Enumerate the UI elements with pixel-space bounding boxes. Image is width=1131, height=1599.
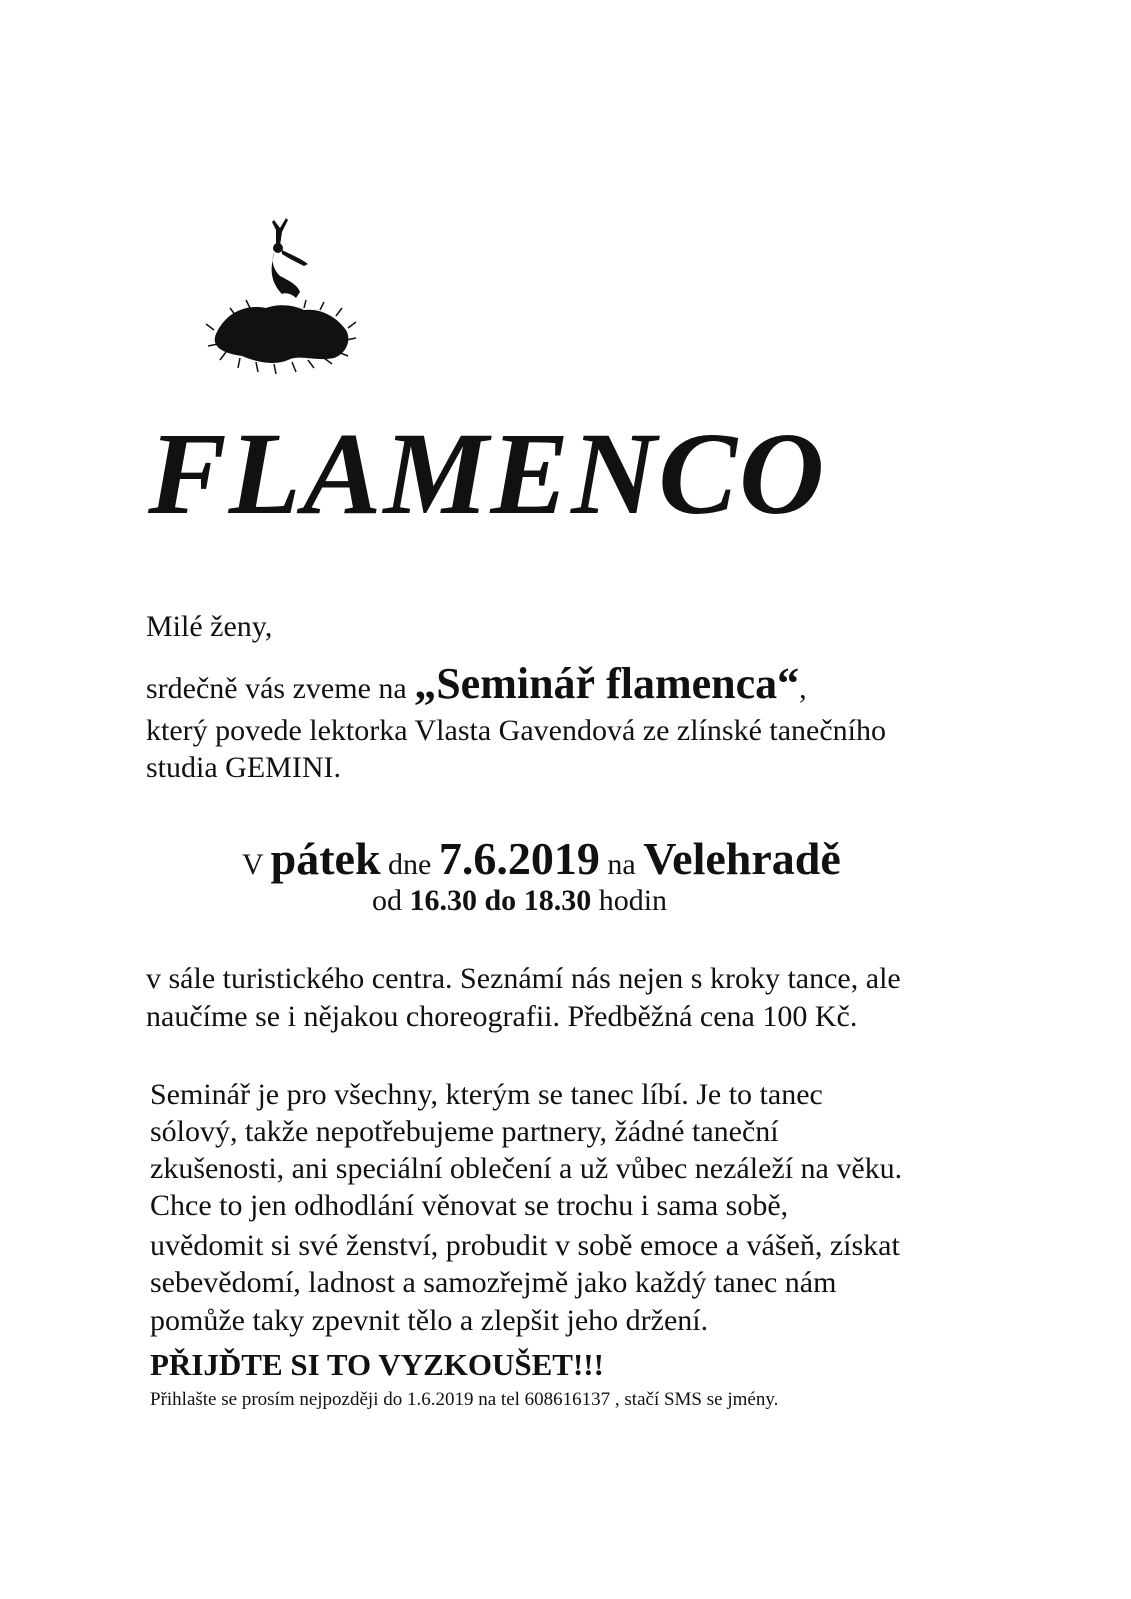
venue-line-1: v sále turistického centra. Seznámí nás nejen s kroky tance, ale xyxy=(146,962,901,995)
body-line-3: zkušenosti, ani speciální oblečení a už vůbec nezáleží na věku. xyxy=(150,1152,903,1185)
body-line-2: sólový, takže nepotřebujeme partnery, žádné taneční xyxy=(150,1115,779,1148)
event-place: Velehradě xyxy=(643,833,841,884)
greeting: Milé ženy, xyxy=(146,610,273,643)
invite-prefix: srdečně vás zveme na xyxy=(146,672,407,705)
body-line-6: sebevědomí, ladnost a samozřejmě jako každý tanec nám xyxy=(150,1266,837,1299)
time-end: 18.30 xyxy=(523,884,592,917)
footnote: Přihlašte se prosím nejpozději do 1.6.2019 na tel 608616137 , stačí SMS se jmény. xyxy=(150,1389,779,1410)
call-to-action: PŘIJĎTE SI TO VYZKOUŠET!!! xyxy=(150,1347,604,1382)
event-date: 7.6.2019 xyxy=(438,833,600,884)
event-date-line xyxy=(242,833,841,884)
time-od: od xyxy=(372,884,402,917)
event-day: pátek xyxy=(270,833,381,884)
venue-line-2: naučíme se i nějakou choreografii. Předběžná cena 100 Kč. xyxy=(146,1000,858,1033)
date-v: V xyxy=(242,848,264,881)
time-start: 16.30 xyxy=(409,884,477,917)
event-name: „Seminář flamenca“ xyxy=(414,659,800,708)
lecturer-line-1: který povede lektorka Vlasta Gavendová ze zlínské tanečního xyxy=(146,714,886,747)
date-dne: dne xyxy=(388,848,432,881)
invite-line xyxy=(146,659,807,708)
body-line-5: uvědomit si své ženství, probudit v sobě emoce a vášeň, získat xyxy=(150,1229,900,1262)
date-na: na xyxy=(607,848,636,881)
invite-suffix: , xyxy=(799,672,807,705)
page-title: FLAMENCO xyxy=(148,408,827,539)
body-line-1: Seminář je pro všechny, kterým se tanec líbí. Je to tanec xyxy=(150,1078,823,1111)
time-hodin: hodin xyxy=(598,884,668,917)
time-do: do xyxy=(484,884,517,917)
flamenco-dancer-icon xyxy=(196,212,366,382)
body-line-4: Chce to jen odhodlání věnovat se trochu i sama sobě, xyxy=(150,1189,789,1222)
event-time-line xyxy=(372,886,667,916)
lecturer-line-2: studia GEMINI. xyxy=(146,751,341,784)
body-line-7: pomůže taky zpevnit tělo a zlepšit jeho držení. xyxy=(150,1304,709,1337)
